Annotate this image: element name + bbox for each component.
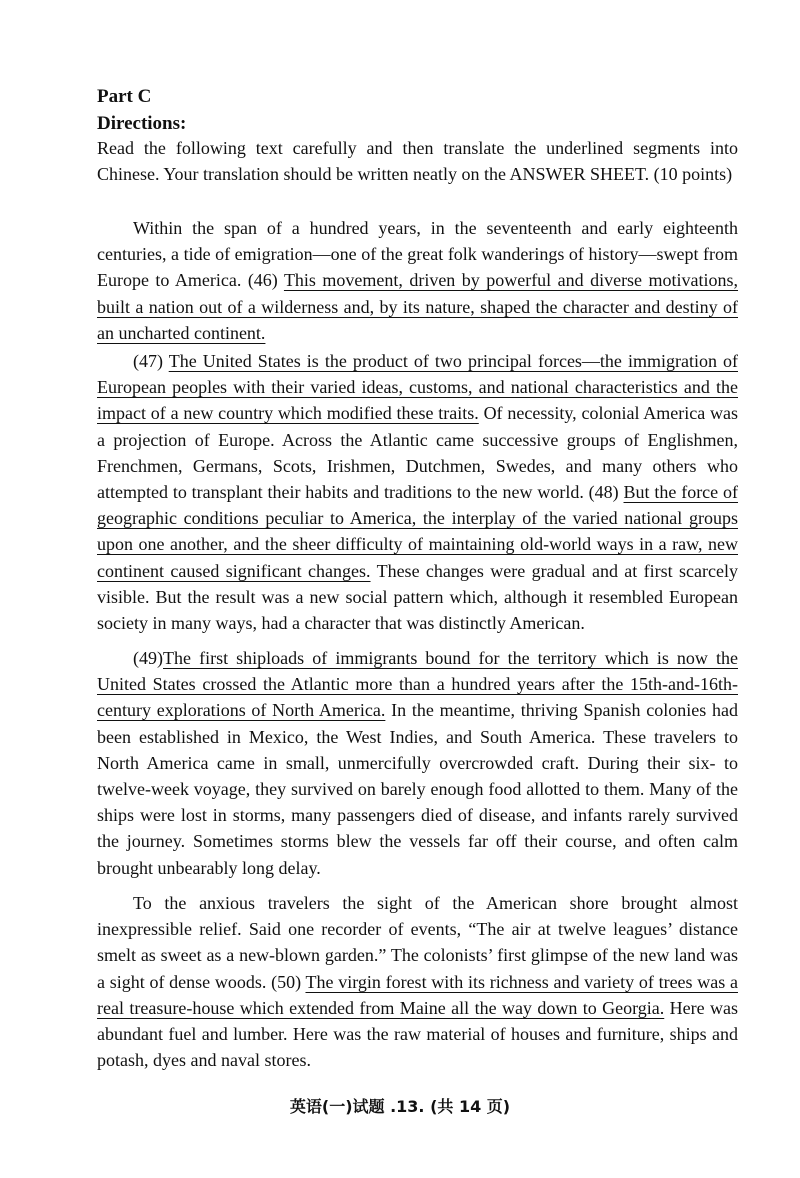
paragraph-1 (97, 215, 738, 346)
q49-number: (49) (133, 648, 163, 668)
q46-underlined: This movement, driven by powerful and diverse motivations, built a nation out of a wilderness and, by its nature, shaped the character and destiny of an uncharted continent. (97, 270, 739, 343)
directions-label: Directions: (97, 113, 187, 134)
q50-underlined: The virgin forest with its richness and variety of trees was a real treasure-house which extended from Maine all the way down to Georgia. (97, 971, 738, 1018)
q48-number: (48) (588, 482, 624, 503)
paragraph-3 (97, 645, 738, 881)
p2-text: Of necessity, colonial America was a projection of Europe. Across the Atlantic came successive groups of Englishmen, Frenchmen, Germans, Scots, Irishmen, Dutchmen, Swedes, and many others who attempted to transplant their habits and traditions to the new world. (97, 403, 738, 503)
q47-number: (47) (133, 351, 169, 371)
q46-number: (46) (247, 270, 284, 291)
p2-text-end: These changes were gradual and at first scarcely visible. But the result was a new social pattern which, although it resembled European society in many ways, had a character that was distinctly American. (97, 560, 738, 634)
q50-number: (50) (271, 971, 306, 992)
directions-text: Read the following text carefully and then translate the underlined segments into Chinese. Your translation should be written neatly on the ANSWER SHEET. (10 points) (97, 138, 738, 185)
paragraph-2 (97, 348, 738, 636)
q48-underlined: But the force of geographic conditions peculiar to America, the interplay of the varied national groups upon one another, and the sheer difficulty of maintaining old-world ways in a raw, new continent caused significant changes. (97, 482, 739, 581)
paragraph-4 (97, 890, 738, 1073)
page-footer: 英语(一)试题 .13. (共 14 页) (289, 1097, 511, 1116)
part-title: Part C (97, 86, 152, 107)
p1-text: Within the span of a hundred years, in the seventeenth and early eighteenth centuries, a tide of emigration—one of the great folk wanderings of history—swept from Europe to America. (97, 218, 738, 291)
q47-underlined: The United States is the product of two principal forces—the immigration of European peoples with their varied ideas, customs, and national characteristics and the impact of a new country which modified these traits. (97, 351, 738, 424)
p4-text-end: Here was abundant fuel and lumber. Here was the raw material of houses and furniture, ships and potash, dyes and naval stores. (97, 997, 738, 1071)
p3-text: In the meantime, thriving Spanish colonies had been established in Mexico, the West Indies, and South America. These travelers to North America came in small, unmercifully overcrowded craft. During their six- to twelve-week voyage, they survived on barely enough food allotted to them. Many of the ships were lost in storms, many passengers died of disease, and infants rarely survived the journey. Sometimes storms blew the vessels far off their course, and often calm brought unbearably long delay. (97, 700, 738, 878)
p4-text: To the anxious travelers the sight of the American shore brought almost inexpressible relief. Said one recorder of events, “The air at twelve leagues’ distance smelt as sweet as a new-blown garden.” The colonists’ first glimpse of the new land was a sight of dense woods. (97, 893, 738, 992)
q49-underlined: The first shiploads of immigrants bound for the territory which is now the United States crossed the Atlantic more than a hundred years after the 15th-and-16th-century explorations of North America. (97, 648, 738, 721)
